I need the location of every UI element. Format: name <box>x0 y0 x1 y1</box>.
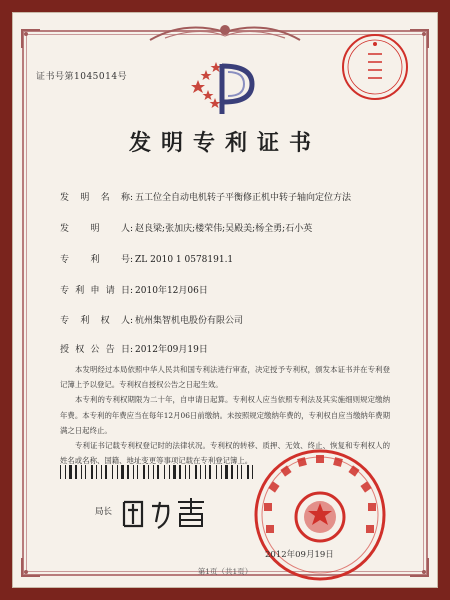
field-invention-name: 发 明 名 称: 五工位全自动电机转子平衡修正机中转子轴向定位方法 <box>60 190 351 203</box>
body-paragraph: 本发明经过本局依照中华人民共和国专利法进行审查，决定授予专利权，颁发本证书并在专利登记簿上予以登记。专利权自授权公告之日起生效。 <box>60 365 390 390</box>
barcode-bar <box>189 465 190 479</box>
field-application-date: 专利申请日: 2010年12月06日 <box>60 283 208 296</box>
barcode-bar <box>225 465 228 479</box>
field-label: 授权公告日 <box>60 345 130 355</box>
field-label: 发 明 人 <box>60 224 130 234</box>
barcode-bar <box>105 465 107 479</box>
corner-ornament-icon <box>20 28 42 50</box>
page-number: 第1页（共1页） <box>197 567 253 576</box>
barcode-bar <box>65 465 66 479</box>
field-patentee: 专 利 权 人: 杭州集智机电股份有限公司 <box>60 313 243 326</box>
barcode-bar <box>96 465 97 479</box>
barcode-bar <box>173 465 176 479</box>
body-paragraph: 专利证书记载专利权登记时的法律状况。专利权的转移、质押、无效、终止、恢复和专利权人的姓名或名称、国籍、地址变更等事项记载在专利登记簿上。 <box>60 441 390 466</box>
field-inventors: 发 明 人: 赵良梁;张加庆;楼荣伟;吴殿美;杨全勇;石小英 <box>60 221 312 234</box>
field-label: 发 明 名 称 <box>60 193 130 203</box>
corner-ornament-icon <box>408 28 430 50</box>
page-title: 发明专利证书 <box>128 130 321 156</box>
barcode-bar <box>241 465 242 479</box>
barcode-bar <box>133 465 134 479</box>
barcode-bar <box>195 465 197 479</box>
barcode-bar <box>231 465 233 479</box>
barcode-bar <box>121 465 124 479</box>
field-value: 2012年09月19日 <box>135 345 208 355</box>
field-value: 2010年12月06日 <box>135 286 208 296</box>
director-signature-icon <box>118 492 218 532</box>
barcode-bar <box>85 465 86 479</box>
sipo-logo-icon <box>182 58 267 118</box>
field-grant-date: 授权公告日: 2012年09月19日 <box>60 342 208 355</box>
barcode-bar <box>153 465 154 479</box>
barcode-bar <box>169 465 170 479</box>
field-value: 杭州集智机电股份有限公司 <box>135 316 244 326</box>
seal-date: 2012年09月19日 <box>265 550 334 560</box>
barcode-bar <box>137 465 138 479</box>
barcode-bar <box>157 465 159 479</box>
barcode-bar <box>81 465 82 479</box>
barcode-bar <box>209 465 211 479</box>
barcode-bar <box>164 465 165 479</box>
barcode-bar <box>200 465 201 479</box>
body-paragraph: 本专利的专利权期限为二十年，自申请日起算。专利权人应当依照专利法及其实施细则规定缴纳年费。本专利的年费应当在每年12月06日前缴纳。未按照规定缴纳年费的，专利权自应当缴纳年费期满之日起终止。 <box>60 395 390 435</box>
small-seal-icon <box>340 32 410 102</box>
barcode-bar <box>221 465 222 479</box>
official-seal-icon <box>250 445 390 585</box>
field-label: 专利申请日 <box>60 286 130 296</box>
barcode-bar <box>148 465 149 479</box>
barcode-bar <box>117 465 118 479</box>
barcode-bar <box>127 465 129 479</box>
field-value: 赵良梁;张加庆;楼荣伟;吴殿美;杨全勇;石小英 <box>135 224 313 234</box>
barcode-bar <box>185 465 186 479</box>
barcode-bar <box>216 465 217 479</box>
barcode-bar <box>101 465 102 479</box>
barcode-icon <box>60 465 256 479</box>
barcode-bar <box>237 465 238 479</box>
top-ornament-icon <box>145 18 305 46</box>
barcode-bar <box>247 465 249 479</box>
barcode-bar <box>75 465 77 479</box>
field-value: 五工位全自动电机转子平衡修正机中转子轴向定位方法 <box>135 193 352 203</box>
barcode-bar <box>112 465 113 479</box>
barcode-bar <box>91 465 93 479</box>
field-value: ZL 2010 1 0578191.1 <box>135 255 234 265</box>
barcode-bar <box>205 465 206 479</box>
barcode-bar <box>179 465 181 479</box>
field-patent-number: 专 利 号: ZL 2010 1 0578191.1 <box>60 252 233 265</box>
field-label: 专 利 号 <box>60 255 130 265</box>
certificate-number: 证书号第1045014号 <box>36 72 128 82</box>
field-label: 专 利 权 人 <box>60 316 130 326</box>
barcode-bar <box>60 465 61 479</box>
barcode-bar <box>143 465 145 479</box>
barcode-bar <box>69 465 72 479</box>
director-label: 局长 <box>95 507 113 517</box>
